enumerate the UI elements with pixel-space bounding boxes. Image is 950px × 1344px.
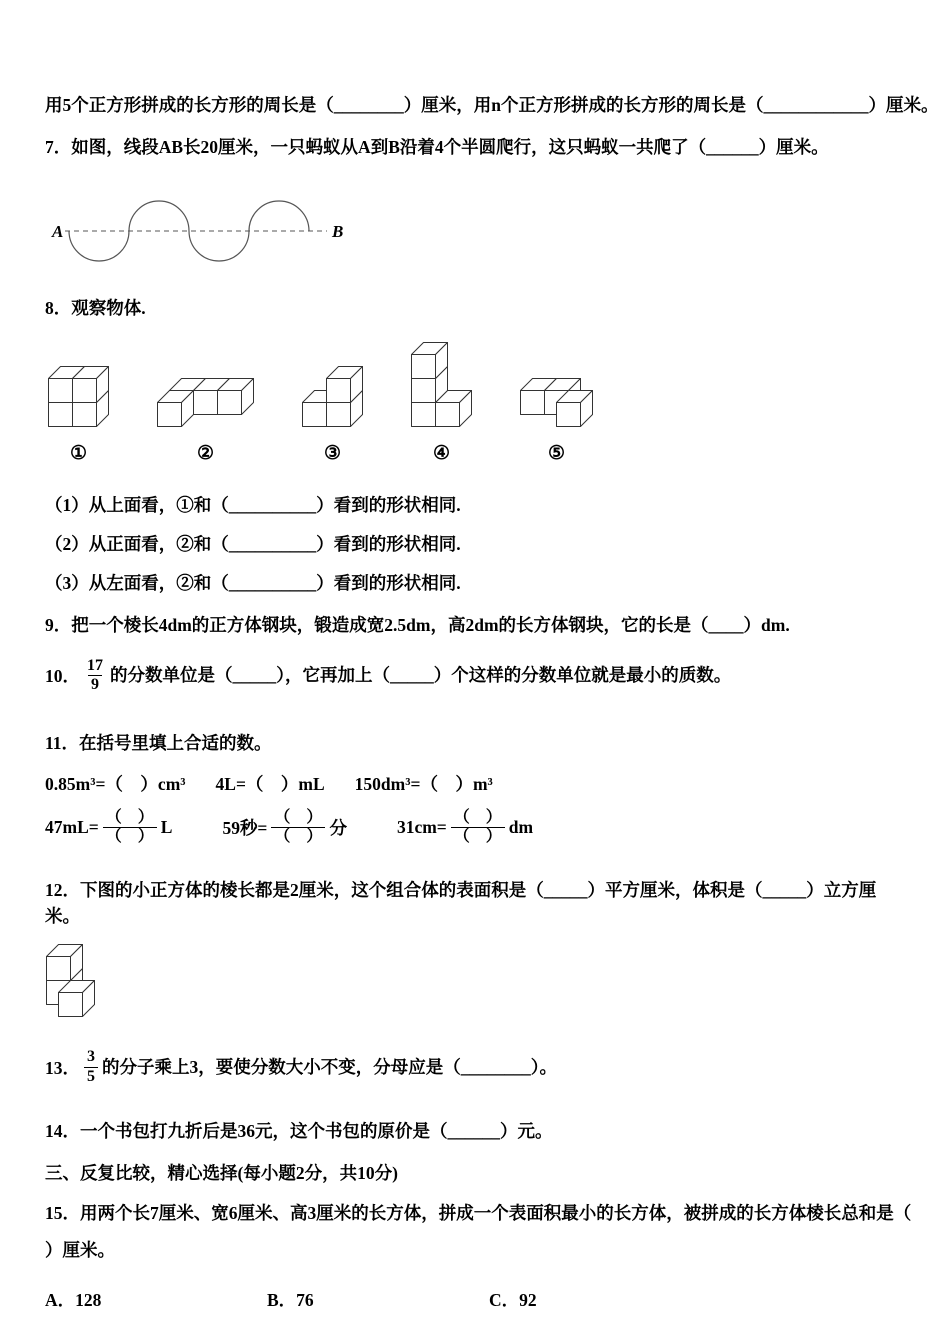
conversion-volume-3: 150dm³=（ ）m³	[354, 773, 493, 794]
blank-fraction-2-numerator: （ ）	[274, 808, 323, 826]
option-b: B．76	[267, 1289, 314, 1310]
cube-figure-3	[301, 365, 364, 466]
question-12-cube-figure	[45, 943, 96, 1018]
blank-fraction-2-denominator: （ ）	[271, 827, 325, 846]
question-11-title: 11．在括号里填上合适的数。	[45, 733, 272, 754]
option-a: A．128	[45, 1289, 102, 1310]
question-8-sub-3: （3）从左面看，②和（__________）看到的形状相同.	[45, 573, 461, 594]
cube-figure-5-drawing	[519, 377, 594, 428]
cube-figure-2	[156, 377, 255, 466]
cube-figure-4	[410, 341, 473, 466]
blank-fraction-3	[451, 809, 505, 847]
conversion-volume-2: 4L=（ ）mL	[215, 773, 325, 794]
fraction-17-9-denominator: 9	[88, 675, 102, 694]
point-b-label: B	[332, 221, 344, 241]
cube-figure-3-drawing	[301, 365, 364, 428]
cube-figures-row	[47, 341, 910, 466]
question-13-text: 的分子乘上3，要使分数大小不变，分母应是（________）。	[102, 1056, 557, 1077]
question-8-sub-1: （1）从上面看，①和（__________）看到的形状相同.	[45, 494, 461, 515]
blank-fraction-1-denominator: （ ）	[103, 827, 157, 846]
blank-fraction-3-numerator: （ ）	[453, 808, 502, 826]
fraction-3-5	[84, 1048, 98, 1086]
point-a-label: A	[52, 221, 64, 241]
blank-fraction-1-numerator: （ ）	[105, 808, 154, 826]
question-10-text: 的分数单位是（_____），它再加上（_____）个这样的分数单位就是最小的质数。	[110, 665, 732, 686]
fraction-17-9	[84, 657, 106, 695]
question-11-row-1	[45, 771, 910, 797]
cube-figure-3-label: ③	[323, 442, 342, 464]
intro-text: 用5个正方形拼成的长方形的周长是（________）厘米，用n个正方形拼成的长方形的周长是（____________）厘米。	[45, 95, 939, 115]
cube-figure-5-label: ⑤	[547, 442, 566, 464]
option-c: C．92	[489, 1289, 537, 1310]
question-13-number: 13．	[45, 1057, 80, 1078]
blank-fraction-1	[103, 809, 157, 847]
cube-figure-1	[47, 365, 110, 466]
question-12-text: 12．下图的小正方体的棱长都是2厘米，这个组合体的表面积是（_____）平方厘米，体积是（_____）立方厘米。	[45, 879, 877, 926]
cube-figure-4-drawing	[410, 341, 473, 428]
cube-figure-1-label: ①	[69, 442, 88, 464]
cube-figure-5	[519, 377, 594, 466]
exam-page	[45, 92, 939, 1312]
blank-fraction-2	[271, 809, 325, 847]
conversion-fraction-1-suffix: L	[160, 817, 173, 838]
question-8-subquestions	[45, 492, 910, 597]
semicircle-wave-figure	[51, 171, 351, 267]
fraction-17-9-numerator: 17	[87, 656, 103, 674]
cube-figure-1-drawing	[47, 365, 110, 428]
conversion-fraction-3-suffix: dm	[508, 817, 534, 838]
blank-fraction-3-denominator: （ ）	[451, 827, 505, 846]
conversion-fraction-3	[397, 809, 533, 847]
conversion-fraction-2-suffix: 分	[329, 818, 347, 839]
conversion-fraction-1-prefix: 47mL=	[45, 817, 99, 838]
conversion-fraction-2-prefix: 59秒=	[222, 818, 268, 839]
question-13	[45, 1048, 910, 1086]
cube-figure-2-label: ②	[196, 442, 215, 464]
conversion-fraction-1	[45, 809, 172, 847]
question-15-options	[45, 1287, 910, 1312]
fraction-3-5-denominator: 5	[84, 1067, 98, 1086]
question-8-text: 8．观察物体.	[45, 297, 146, 318]
cube-figure-4-label: ④	[432, 442, 451, 464]
question-11-row-2	[45, 809, 910, 847]
question-14-text: 14．一个书包打九折后是36元，这个书包的原价是（______）元。	[45, 1120, 553, 1141]
question-10	[45, 657, 910, 695]
question-15-line-2: ）厘米。	[45, 1239, 115, 1260]
question-8-sub-2: （2）从正面看，②和（__________）看到的形状相同.	[45, 533, 461, 554]
conversion-fraction-3-prefix: 31cm=	[396, 817, 447, 838]
fraction-3-5-numerator: 3	[87, 1048, 95, 1066]
question-9-text: 9．把一个棱长4dm的正方体钢块，锻造成宽2.5dm，高2dm的长方体钢块，它的长是（____）dm.	[45, 615, 790, 636]
section-3-heading: 三、反复比较，精心选择(每小题2分，共10分)	[45, 1163, 398, 1184]
conversion-volume-1: 0.85m³=（ ）cm³	[45, 773, 186, 794]
question-15-line-1: 15．用两个长7厘米、宽6厘米、高3厘米的长方体，拼成一个表面积最小的长方体，被拼成的长方体棱长总和是（	[45, 1203, 912, 1224]
question-10-number: 10．	[45, 665, 80, 686]
question-7-text: 7．如图，线段AB长20厘米，一只蚂蚁从A到B沿着4个半圆爬行，这只蚂蚁一共爬了（______）厘米。	[45, 137, 829, 158]
conversion-fraction-2	[222, 809, 347, 847]
cube-figure-2-drawing	[156, 377, 255, 428]
